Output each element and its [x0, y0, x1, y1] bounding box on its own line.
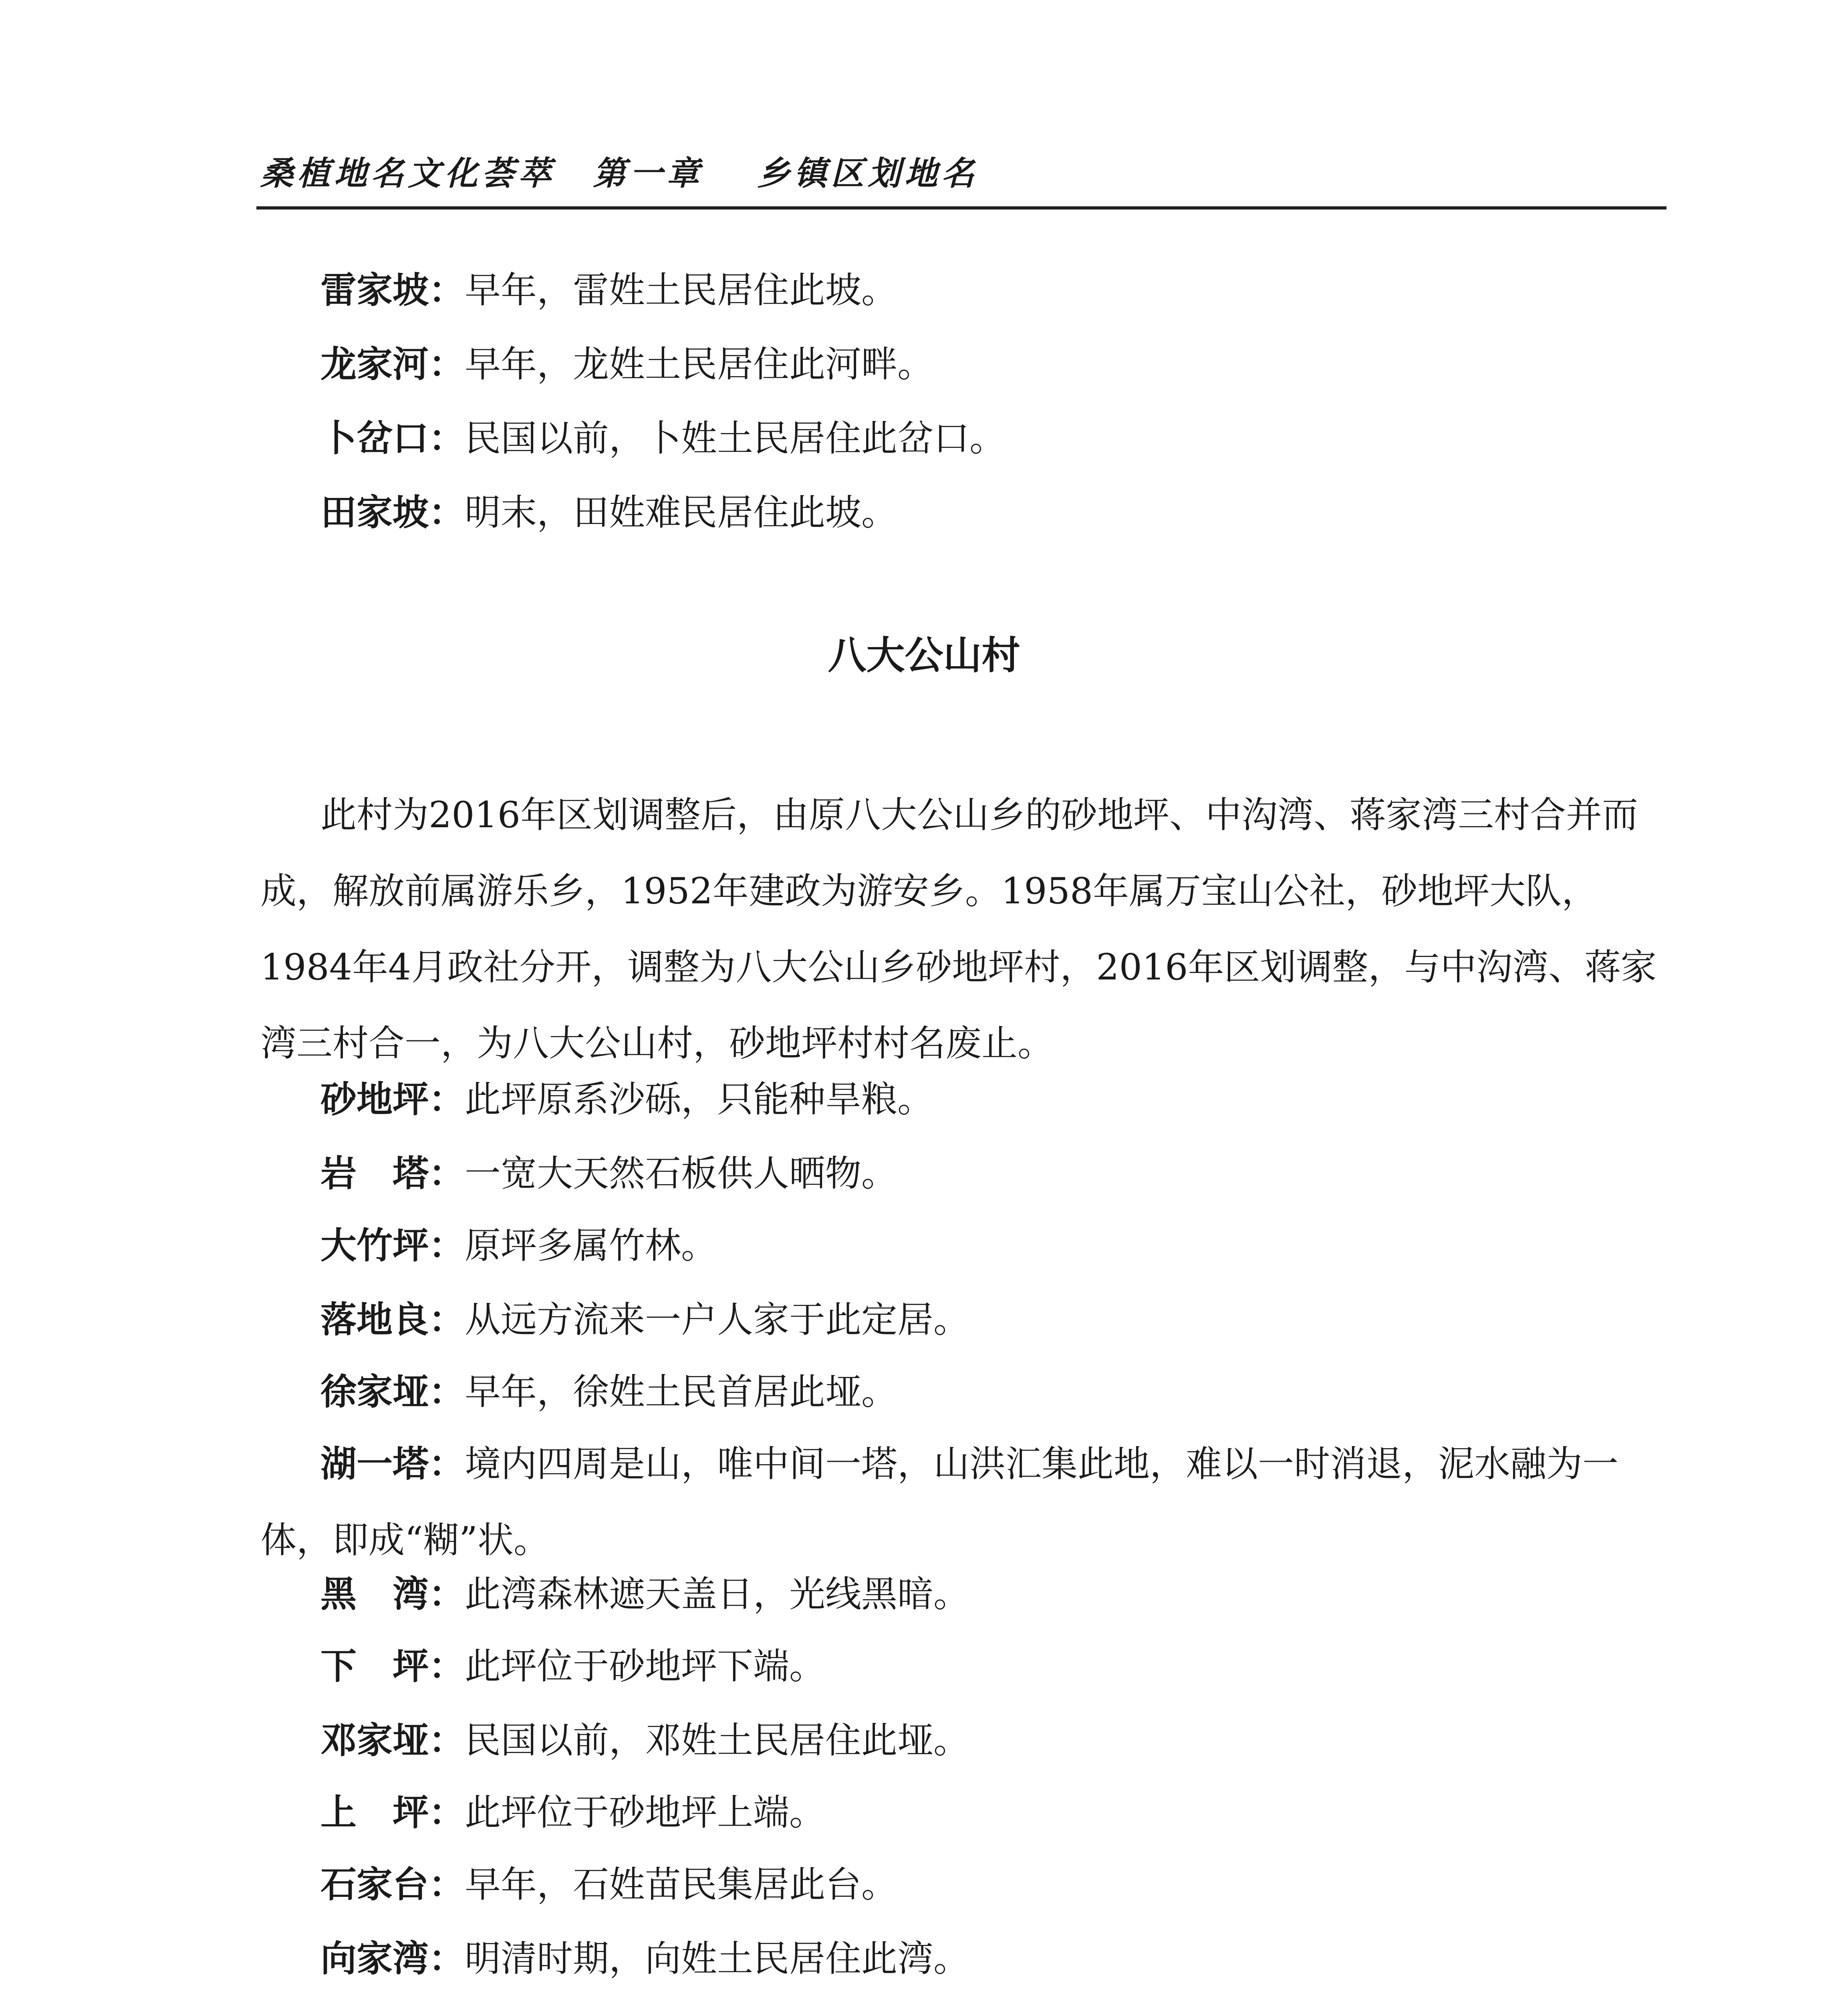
list-item [320, 1791, 825, 1835]
book-title: 桑植地名文化荟萃 [260, 154, 555, 193]
section-title: 八大公山村 [828, 633, 1020, 678]
list-item [320, 1572, 969, 1616]
list-item [320, 1078, 933, 1122]
chapter-title: 乡镇区划地名 [757, 154, 978, 193]
place-description: 一宽大天然石板供人晒物。 [465, 1153, 897, 1195]
place-description: 明清时期，向姓土民居住此湾。 [465, 1938, 969, 1980]
list-item [320, 1224, 717, 1268]
list-item [320, 1644, 825, 1689]
place-description: 原坪多属竹林。 [465, 1225, 717, 1267]
place-name: 龙家河： [320, 343, 465, 385]
place-name: 石家台： [320, 1864, 465, 1906]
place-description: 此坪原系沙砾，只能种旱粮。 [465, 1078, 933, 1120]
place-name: 向家湾： [320, 1938, 465, 1980]
header-rule [256, 206, 1667, 210]
section-intro [260, 777, 1663, 1082]
list-item [320, 1298, 969, 1342]
list-item [320, 1152, 897, 1196]
place-name: 徐家垭： [320, 1371, 465, 1413]
running-header [260, 147, 1663, 204]
place-name: 邓家垭： [320, 1719, 465, 1761]
place-name: 黑 湾： [320, 1573, 465, 1615]
list-item [320, 1370, 897, 1414]
place-description: 早年，徐姓土民首居此垭。 [465, 1371, 897, 1413]
list-item [320, 491, 897, 535]
place-name: 大竹坪： [320, 1225, 465, 1267]
place-name: 上 坪： [320, 1791, 465, 1834]
list-item [320, 1719, 969, 1763]
place-name: 田家坡： [320, 492, 465, 534]
place-name: 落地良： [320, 1299, 465, 1341]
place-name: 下 坪： [320, 1645, 465, 1687]
place-name: 砂地坪： [320, 1078, 465, 1120]
place-description: 早年，龙姓土民居住此河畔。 [465, 343, 933, 385]
intro-text: 此村为2016年区划调整后，由原八大公山乡的砂地坪、中沟湾、蒋家湾三村合并而成，解放前属游乐乡，1952年建政为游安乡。1958年属万宝山公社，砂地坪大队，1984年4月政社分开，调整为八大公山乡砂地坪村，2016年区划调整，与中沟湾、蒋家湾三村合一，为八大公山村，砂地坪村村名废止。 [260, 794, 1657, 1064]
place-name: 雷家坡： [320, 269, 465, 311]
place-name: 岩 塔： [320, 1153, 465, 1195]
place-description: 早年，石姓苗民集居此台。 [465, 1864, 897, 1906]
chapter-number: 第一章 [593, 154, 703, 193]
list-item [320, 417, 1006, 461]
place-description: 从远方流来一户人家于此定居。 [465, 1299, 969, 1341]
place-description: 民国以前，卜姓土民居住此岔口。 [465, 417, 1006, 459]
place-description: 民国以前，邓姓土民居住此垭。 [465, 1719, 969, 1761]
place-description: 此坪位于砂地坪下端。 [465, 1645, 825, 1687]
place-name: 湖一塔： [320, 1443, 465, 1485]
list-item [260, 1426, 1663, 1578]
place-description: 境内四周是山，唯中间一塔，山洪汇集此地，难以一时消退，泥水融为一体，即成“糊”状。 [260, 1443, 1618, 1561]
place-description: 早年，雷姓土民居住此坡。 [465, 269, 897, 311]
place-description: 此湾森林遮天盖日，光线黑暗。 [465, 1573, 969, 1615]
place-description: 明末，田姓难民居住此坡。 [465, 492, 897, 534]
list-item [320, 1937, 969, 1981]
list-item [320, 343, 933, 387]
place-name: 卜岔口： [320, 417, 465, 459]
list-item [320, 1863, 897, 1907]
list-item [320, 268, 897, 312]
place-description: 此坪位于砂地坪上端。 [465, 1791, 825, 1834]
